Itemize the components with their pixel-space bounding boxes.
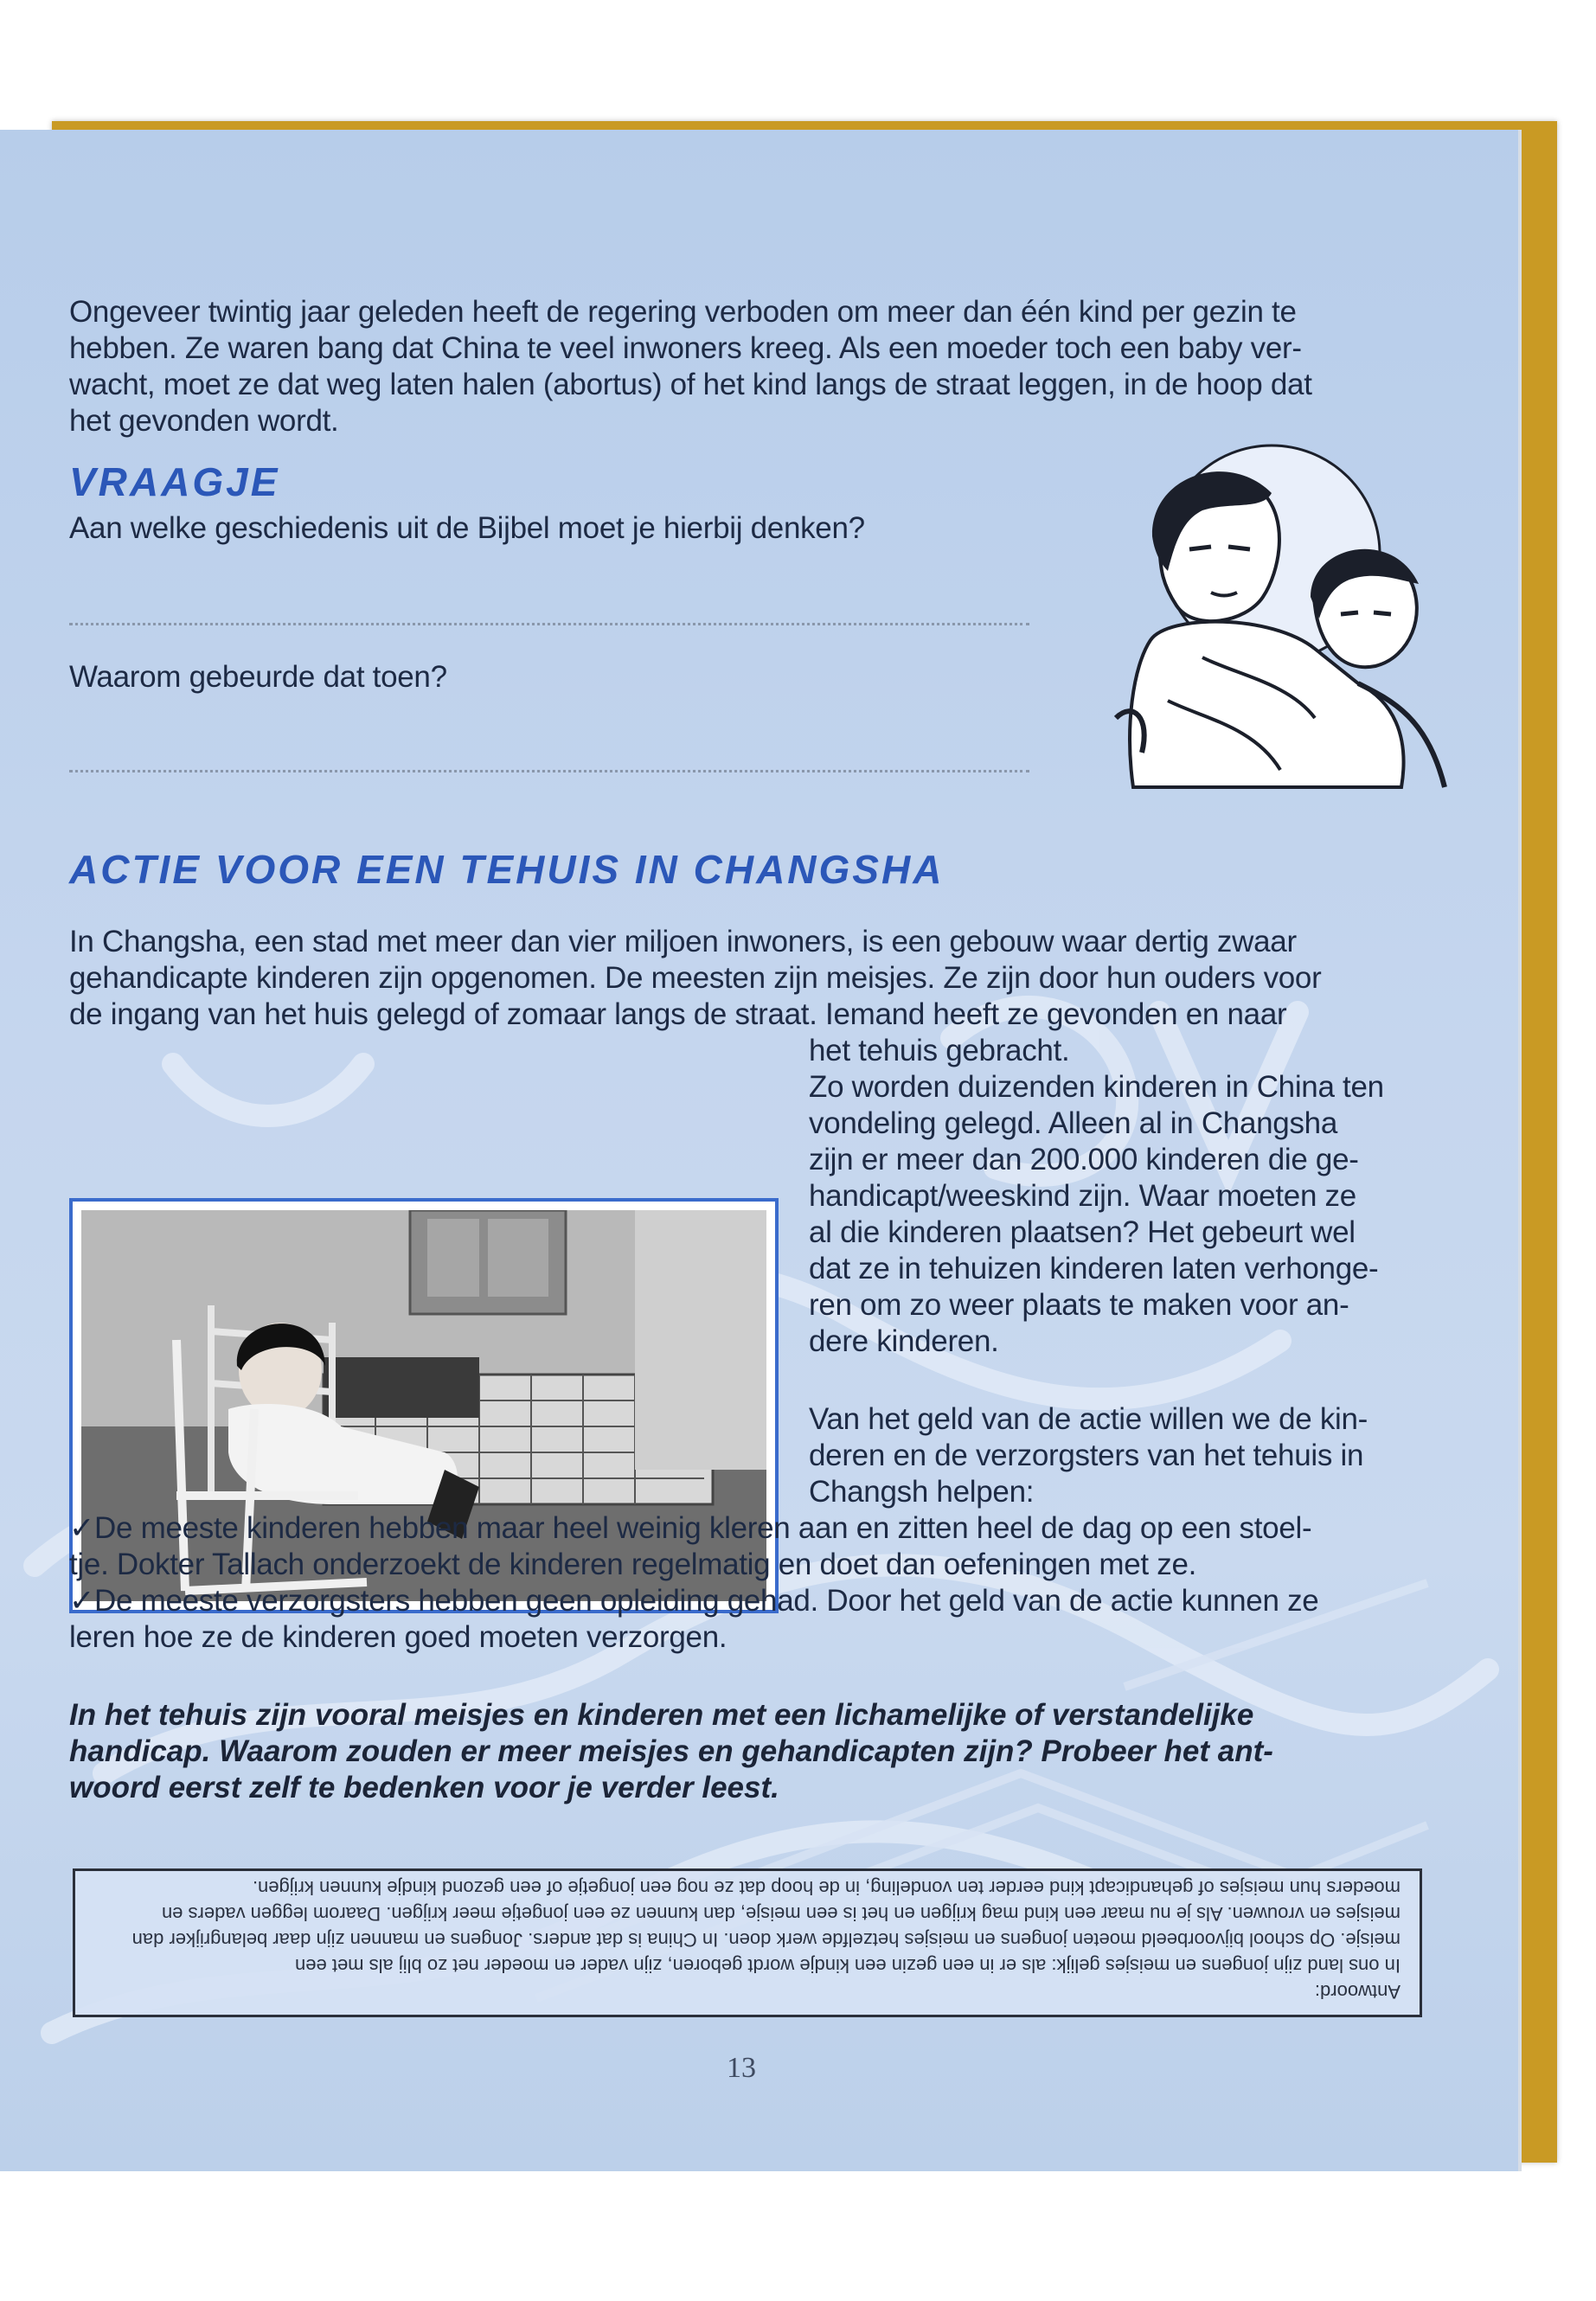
answer-line-5: moeders hun meisjes of gehandicapt kind eerder ten vondeling, in de hoop dat ze nog een jongetje of een gezond kindje kunnen krijgen.	[252, 1877, 1401, 1899]
page-number: 13	[727, 2052, 756, 2084]
bullet-1-line-2: tje. Dokter Tallach onderzoekt de kinderen regelmatig en doet dan oefeningen met ze.	[69, 1548, 1197, 1581]
actie-p1-line-3: de ingang van het huis gelegd of zomaar langs de straat. Iemand heeft ze gevonden en naar	[69, 997, 1287, 1031]
answer-box	[73, 1868, 1422, 2017]
actie-p1-line-2: gehandicapte kinderen zijn opgenomen. De meesten zijn meisjes. Ze zijn door hun ouders voor	[69, 961, 1322, 995]
book-page	[0, 130, 1522, 2171]
intro-line-2: hebben. Ze waren bang dat China te veel inwoners kreeg. Als een moeder toch een baby ver-	[69, 331, 1302, 365]
bold-question-line-1: In het tehuis zijn vooral meisjes en kinderen met een lichamelijke of verstandelijke	[69, 1698, 1254, 1732]
bold-question-line-3: woord eerst zelf te bedenken voor je verder leest.	[69, 1771, 779, 1804]
answer-line-3: meisje. Op school bijvoorbeeld moeten jongens en meisjes hetzelfde werk doen. In China is dat anders. Jongens en mannen zijn daar belangrijker dan	[131, 1929, 1401, 1951]
answer-line-2[interactable]	[69, 770, 1029, 772]
vraagje-question-2: Waarom gebeurde dat toen?	[69, 660, 447, 694]
answer-line-2: In ons land zijn jongens en meisjes gelijk: als er in een gezin een kindje wordt geboren, zijn vader en moeder net zo blij als met een	[295, 1955, 1401, 1977]
intro-line-4: het gevonden wordt.	[69, 404, 339, 438]
children-illustration	[1099, 441, 1479, 822]
intro-line-1: Ongeveer twintig jaar geleden heeft de regering verboden om meer dan één kind per gezin te	[69, 295, 1297, 329]
answer-line-4: meisjes en vrouwen. Als je nu maar een kind mag krijgen en het is een meisje, dan kunnen ze een jongetje meer krijgen. Daarom leggen vaders en	[161, 1903, 1401, 1925]
column2-line-2: deren en de verzorgsters van het tehuis in	[809, 1439, 1364, 1472]
column-line-7: ren om zo weer plaats te maken voor an-	[809, 1288, 1349, 1322]
column-line-8: dere kinderen.	[809, 1324, 999, 1358]
column-line-5: al die kinderen plaatsen? Het gebeurt wel	[809, 1215, 1356, 1249]
column-line-6: dat ze in tehuizen kinderen laten verhonge-	[809, 1252, 1379, 1285]
bold-question-line-2: handicap. Waarom zouden er meer meisjes en gehandicapten zijn? Probeer het ant-	[69, 1734, 1273, 1768]
actie-p1-line-1: In Changsha, een stad met meer dan vier miljoen inwoners, is een gebouw waar dertig zwaar	[69, 925, 1297, 958]
actie-heading: ACTIE VOOR EEN TEHUIS IN CHANGSHA	[69, 847, 945, 892]
column-line-4: handicapt/weeskind zijn. Waar moeten ze	[809, 1179, 1356, 1213]
intro-line-3: wacht, moet ze dat weg laten halen (abortus) of het kind langs de straat leggen, in de hoop dat	[69, 368, 1312, 401]
bullet-2-line-1: ✓De meeste verzorgsters hebben geen opleiding gehad. Door het geld van de actie kunnen ze	[69, 1584, 1319, 1618]
answer-line-1: Antwoord:	[1314, 1981, 1401, 2003]
vraagje-question-1: Aan welke geschiedenis uit de Bijbel moet je hierbij denken?	[69, 511, 865, 545]
column2-line-3: Changsh helpen:	[809, 1475, 1035, 1509]
actie-p1-line-4: het tehuis gebracht.	[809, 1034, 1070, 1067]
column-line-2: vondeling gelegd. Alleen al in Changsha	[809, 1106, 1338, 1140]
vraagje-heading: VRAAGJE	[69, 459, 280, 504]
bullet-2-line-2: leren hoe ze de kinderen goed moeten verzorgen.	[69, 1620, 727, 1654]
bullet-1-line-1: ✓De meeste kinderen hebben maar heel weinig kleren aan en zitten heel de dag op een stoel-	[69, 1511, 1312, 1545]
answer-line-1[interactable]	[69, 623, 1029, 625]
column-line-3: zijn er meer dan 200.000 kinderen die ge-	[809, 1143, 1359, 1176]
column2-line-1: Van het geld van de actie willen we de kin-	[809, 1402, 1368, 1436]
column-line-1: Zo worden duizenden kinderen in China ten	[809, 1070, 1384, 1104]
